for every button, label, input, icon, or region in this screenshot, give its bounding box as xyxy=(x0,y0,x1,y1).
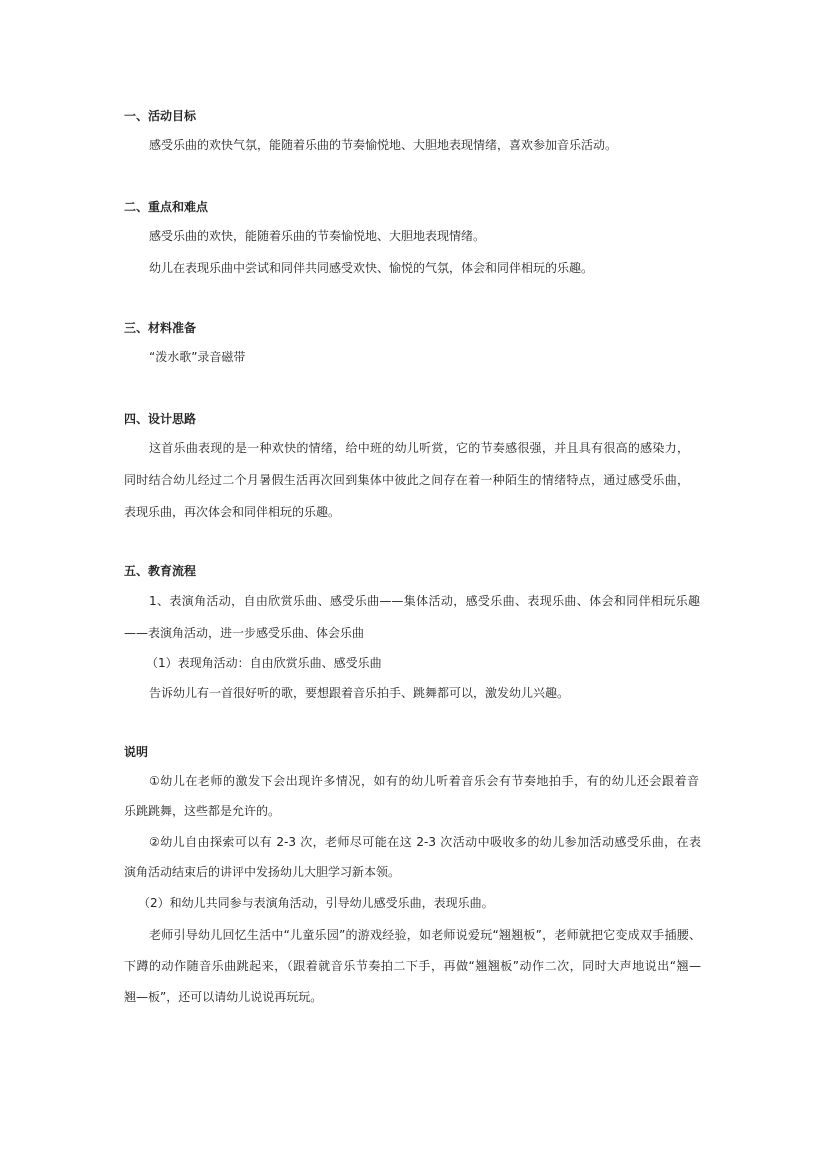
paragraph-key-point-2: 幼儿在表现乐曲中尝试和同伴共同感受欢快、愉悦的气氛，体会和同伴相玩的乐趣。 xyxy=(149,261,594,275)
paragraph-process-line-3: （1）表现角活动：自由欣赏乐曲、感受乐曲 xyxy=(146,656,382,670)
paragraph-process-line-1: 1、表演角活动，自由欣赏乐曲、感受乐曲——集体活动，感受乐曲、表现乐曲、体会和同伴相玩乐趣 xyxy=(149,594,700,608)
paragraph-key-point-1: 感受乐曲的欢快，能随着乐曲的节奏愉悦地、大胆地表现情绪。 xyxy=(149,229,486,243)
paragraph-notes-line-3: ②幼儿自由探索可以有 2-3 次，老师尽可能在这 2-3 次活动中吸收多的幼儿参加活动感受乐曲，在表 xyxy=(149,835,701,849)
paragraph-process-line-2: ——表演角活动，进一步感受乐曲、体会乐曲 xyxy=(124,626,365,640)
paragraph-goals: 感受乐曲的欢快气氛，能随着乐曲的节奏愉悦地、大胆地表现情绪，喜欢参加音乐活动。 xyxy=(149,138,618,152)
paragraph-notes-line-7: 下蹲的动作随音乐曲跳起来，（跟着就音乐节奏拍二下手，再做“翘翘板”动作二次，同时大声地说出“翘— xyxy=(124,959,701,973)
paragraph-design-line-3: 表现乐曲，再次体会和同伴相玩的乐趣。 xyxy=(124,505,341,519)
heading-materials: 三、材料准备 xyxy=(124,321,197,335)
paragraph-materials: “泼水歌”录音磁带 xyxy=(149,350,246,364)
heading-design: 四、设计思路 xyxy=(124,412,197,426)
paragraph-design-line-1: 这首乐曲表现的是一种欢快的情绪，给中班的幼儿听赏，它的节奏感很强，并且具有很高的感染力， xyxy=(149,441,689,455)
paragraph-notes-line-6: 老师引导幼儿回忆生活中“儿童乐园”的游戏经验，如老师说爱玩“翘翘板”，老师就把它变成双手插腰、 xyxy=(149,928,701,942)
paragraph-notes-line-4: 演角活动结束后的讲评中发扬幼儿大胆学习新本领。 xyxy=(124,865,401,879)
heading-notes: 说明 xyxy=(124,745,149,759)
heading-goals: 一、活动目标 xyxy=(124,109,197,123)
heading-key-points: 二、重点和难点 xyxy=(124,200,209,214)
paragraph-design-line-2: 同时结合幼儿经过二个月暑假生活再次回到集体中彼此之间存在着一种陌生的情绪特点，通过感受乐曲， xyxy=(124,473,689,487)
heading-process: 五、教育流程 xyxy=(124,564,197,578)
paragraph-notes-line-8: 翘—板”，还可以请幼儿说说再玩玩。 xyxy=(124,990,323,1004)
paragraph-notes-line-5: （2）和幼儿共同参与表演角活动，引导幼儿感受乐曲，表现乐曲。 xyxy=(138,896,494,910)
paragraph-notes-line-2: 乐跳跳舞，这些都是允许的。 xyxy=(124,804,281,818)
paragraph-notes-line-1: ①幼儿在老师的激发下会出现许多情况，如有的幼儿听着音乐会有节奏地拍手，有的幼儿还会跟着音 xyxy=(149,774,699,788)
paragraph-process-line-4: 告诉幼儿有一首很好听的歌，要想跟着音乐拍手、跳舞都可以，激发幼儿兴趣。 xyxy=(149,686,570,700)
